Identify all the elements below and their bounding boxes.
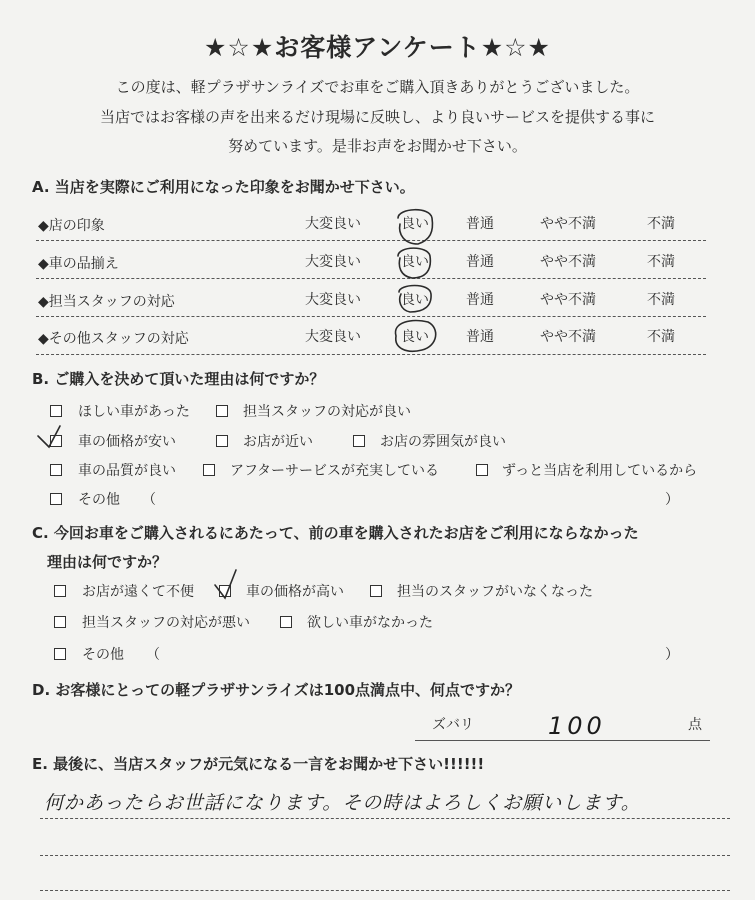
comment-line [40,890,730,891]
comment-line [40,818,730,819]
divider [36,316,706,317]
paren-close: ） [665,492,679,508]
paren-close: ） [665,647,679,663]
checkbox[interactable] [219,585,231,597]
checkbox[interactable] [54,648,66,660]
rating-option-good[interactable]: 良い [401,216,429,232]
rating-option-average[interactable]: 普通 [466,254,494,270]
checkbox-label: お店が近い [243,434,313,450]
rating-option-average[interactable]: 普通 [466,216,494,232]
section-d-heading: D. お客様にとっての軽プラザサンライズは100点満点中、何点ですか？ [32,681,521,699]
divider [36,354,706,355]
rating-option-good[interactable]: 良い [401,329,429,345]
rating-option-dissatisfied[interactable]: 不満 [647,254,675,270]
section-b-heading: B. ご購入を決めて頂いた理由は何ですか？ [32,370,325,388]
survey-title: ★☆★お客様アンケート★☆★ [204,33,551,62]
checkbox[interactable] [370,585,382,597]
rating-option-very-good[interactable]: 大変良い [305,254,361,270]
rating-option-dissatisfied[interactable]: 不満 [647,329,675,345]
section-c-heading: C. 今回お車をご購入されるにあたって、前の車を購入されたお店をご利用にならなかった [32,524,639,542]
checkbox[interactable] [50,435,62,447]
rating-option-somewhat-dissatisfied[interactable]: やや不満 [540,329,596,345]
comment-text[interactable]: 何かあったらお世話になります。その時はよろしくお願いします。 [44,792,641,814]
checkbox-label: その他 [82,647,124,663]
rating-option-very-good[interactable]: 大変良い [305,216,361,232]
checkbox[interactable] [203,464,215,476]
checkbox[interactable] [353,435,365,447]
rating-option-somewhat-dissatisfied[interactable]: やや不満 [540,292,596,308]
checkbox-label: 欲しい車がなかった [307,615,433,631]
checkbox[interactable] [54,616,66,628]
checkbox-label: ずっと当店を利用しているから [502,463,698,479]
rating-option-dissatisfied[interactable]: 不満 [647,216,675,232]
checkbox[interactable] [216,435,228,447]
intro-line-3: 努めています。是非お声をお聞かせ下さい。 [228,137,527,155]
intro-line-1: この度は、軽プラザサンライズでお車をご購入頂きありがとうございました。 [115,78,640,96]
rating-option-very-good[interactable]: 大変良い [305,329,361,345]
checkbox-label: お店の雰囲気が良い [380,434,506,450]
checkbox-label: ほしい車があった [78,404,190,420]
checkbox-label: 担当スタッフの対応が悪い [82,615,250,631]
rating-option-good[interactable]: 良い [401,254,429,270]
paren-open: （ [146,647,160,663]
score-underline [415,740,710,741]
checkbox[interactable] [50,493,62,505]
score-prefix: ズバリ [432,717,474,733]
checkbox-label: その他 [78,492,120,508]
score-unit: 点 [688,717,702,733]
rating-option-somewhat-dissatisfied[interactable]: やや不満 [540,254,596,270]
checkbox[interactable] [50,405,62,417]
checkbox-label: 担当スタッフの対応が良い [243,404,411,420]
checkbox[interactable] [216,405,228,417]
rating-option-average[interactable]: 普通 [466,292,494,308]
intro-line-2: 当店ではお客様の声を出来るだけ現場に反映し、より良いサービスを提供する事に [99,108,655,126]
rating-option-very-good[interactable]: 大変良い [305,292,361,308]
rating-option-dissatisfied[interactable]: 不満 [647,292,675,308]
rating-row-label: ◆店の印象 [38,218,105,234]
divider [36,240,706,241]
checkbox[interactable] [476,464,488,476]
checkbox[interactable] [280,616,292,628]
score-value[interactable]: 100 [548,712,606,740]
rating-row-label: ◆車の品揃え [38,256,119,272]
checkbox-label: 車の価格が高い [246,584,344,600]
checkbox-label: お店が遠くて不便 [82,584,194,600]
checkbox[interactable] [50,464,62,476]
checkbox-label: 車の品質が良い [78,463,176,479]
rating-option-average[interactable]: 普通 [466,329,494,345]
rating-option-good[interactable]: 良い [401,292,429,308]
section-a-heading: A. 当店を実際にご利用になった印象をお聞かせ下さい。 [32,178,415,196]
checkbox[interactable] [54,585,66,597]
rating-row-label: ◆担当スタッフの対応 [38,294,175,310]
section-c-heading-cont: 理由は何ですか？ [47,553,168,571]
comment-line [40,855,730,856]
checkbox-label: アフターサービスが充実している [230,463,440,479]
section-e-heading: E. 最後に、当店スタッフが元気になる一言をお聞かせ下さい!!!!!! [32,755,485,773]
checkbox-label: 車の価格が安い [78,434,176,450]
checkbox-label: 担当のスタッフがいなくなった [397,584,593,600]
rating-option-somewhat-dissatisfied[interactable]: やや不満 [540,216,596,232]
paren-open: （ [142,492,156,508]
rating-row-label: ◆その他スタッフの対応 [38,331,189,347]
divider [36,278,706,279]
